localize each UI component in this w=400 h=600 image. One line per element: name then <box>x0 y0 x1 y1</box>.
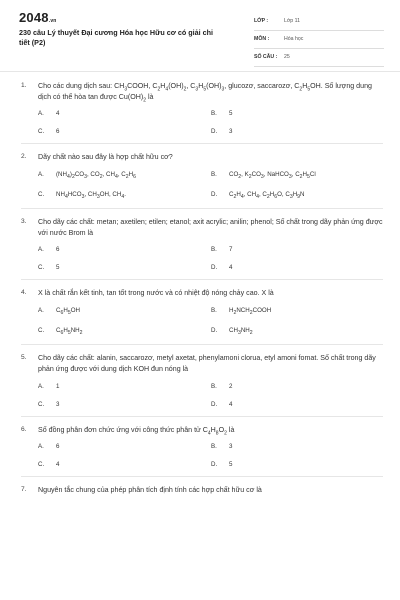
quiz-meta <box>254 15 384 69</box>
meta-value: Hóa học <box>284 36 304 42</box>
answer-option[interactable] <box>38 191 211 200</box>
option-letter: B. <box>211 246 217 254</box>
answer-options <box>38 443 383 468</box>
answer-options <box>38 246 383 271</box>
option-text: 6 <box>56 442 60 450</box>
option-letter: D. <box>211 264 218 272</box>
question-number: 2. <box>21 153 27 161</box>
answer-option[interactable] <box>211 246 384 253</box>
answer-option[interactable] <box>38 110 211 117</box>
answer-option[interactable] <box>211 191 384 200</box>
option-text: 4 <box>229 400 233 408</box>
question-text: Cho dãy các chất: metan; axetilen; etilen; etanol; axit acrylic; anilin; phenol; Số chất trong dãy phản ứng được với nước Brom là <box>38 218 383 238</box>
option-letter: C. <box>38 400 45 408</box>
option-text: 5 <box>229 110 233 118</box>
answer-options <box>38 171 383 200</box>
option-letter: D. <box>211 400 218 408</box>
answer-option[interactable] <box>211 264 384 271</box>
option-text: 5 <box>56 264 60 272</box>
option-letter: A. <box>38 246 44 254</box>
meta-label: SỐ CÂU : <box>254 54 278 60</box>
answer-option[interactable] <box>38 128 211 135</box>
question-item <box>21 350 383 416</box>
page-header <box>0 0 400 62</box>
option-text: 6 <box>56 246 60 254</box>
option-letter: C. <box>38 326 45 334</box>
answer-option[interactable] <box>211 383 384 390</box>
question-text: X là chất rắn kết tinh, tan tốt trong nước và có nhiệt độ nóng chảy cao. X là <box>38 289 274 298</box>
meta-label: LỚP : <box>254 18 269 24</box>
question-item <box>21 422 383 477</box>
option-letter: D. <box>211 190 218 198</box>
question-text: Cho dãy các chất: alanin, saccarozơ, metyl axetat, phenylamoni clorua, etyl amoni fomat. Số chất trong dãy phản ứng được với dung dịch KOH đun nóng là <box>38 354 376 374</box>
answer-option[interactable] <box>38 461 211 468</box>
answer-option[interactable] <box>38 171 211 180</box>
option-letter: D. <box>211 460 218 468</box>
question-list <box>0 78 400 509</box>
answer-options <box>38 307 383 336</box>
option-letter: C. <box>38 460 45 468</box>
option-letter: B. <box>211 306 217 314</box>
option-text: $C_2H_4$, $CH_4$, $C_2H_6O$, $C_3H_9N$ <box>229 190 305 201</box>
question-text: Cho các dung dịch sau: $CH_3COOH$, $C_2H_4(OH)_2$, $C_3H_5(OH)_3$, glucozơ, saccarozơ, $C_2H_5OH$. Số lượng dung dịch có thể hòa tan được $Cu(OH)_2$ là <box>38 82 372 104</box>
answer-option[interactable] <box>38 401 211 408</box>
answer-option[interactable] <box>211 461 384 468</box>
option-letter: B. <box>211 382 217 390</box>
option-text: 1 <box>56 382 60 390</box>
option-letter: C. <box>38 128 45 136</box>
answer-option[interactable] <box>211 443 384 450</box>
option-text: 4 <box>229 264 233 272</box>
option-text: $NH_4HCO_3$, $CH_3OH$, $CH_4$. <box>56 190 126 201</box>
option-text: $H_2NCH_2COOH$ <box>229 306 272 316</box>
option-text: 2 <box>229 382 233 390</box>
answer-option[interactable] <box>211 307 384 316</box>
option-letter: A. <box>38 442 44 450</box>
option-text: 4 <box>56 110 60 118</box>
question-number: 3. <box>21 218 27 226</box>
option-letter: B. <box>211 170 217 178</box>
answer-option[interactable] <box>38 443 211 450</box>
option-letter: B. <box>211 110 217 118</box>
question-number: 7. <box>21 485 27 493</box>
option-letter: A. <box>38 382 44 390</box>
answer-option[interactable] <box>211 171 384 180</box>
question-number: 1. <box>21 82 27 89</box>
option-text: $(NH_4)_2CO_3$, $CO_2$, $CH_4$, $C_2H_6$ <box>56 170 136 180</box>
answer-options <box>38 383 383 408</box>
option-text: $CO_2$, $K_2CO_3$, NaHCO$_3$, $C_2H_5Cl$ <box>229 170 316 180</box>
option-text: 7 <box>229 246 233 254</box>
option-letter: B. <box>211 442 217 450</box>
option-letter: A. <box>38 306 44 314</box>
answer-option[interactable] <box>211 327 384 336</box>
option-text: 5 <box>229 460 233 468</box>
site-logo[interactable] <box>19 10 57 25</box>
question-item <box>21 149 383 209</box>
meta-row-class <box>254 15 384 31</box>
logo-text: 2048 <box>19 10 49 25</box>
answer-option[interactable] <box>38 246 211 253</box>
answer-option[interactable] <box>211 128 384 135</box>
option-letter: C. <box>38 264 45 272</box>
option-text: $C_6H_5NH_2$ <box>56 326 83 337</box>
header-divider <box>0 71 400 72</box>
question-number: 4. <box>21 289 27 297</box>
page-title: 230 câu Lý thuyết Đại cương Hóa học Hữu cơ có giải chi tiết (P2) <box>19 28 213 47</box>
answer-option[interactable] <box>38 307 211 316</box>
question-number: 5. <box>21 354 27 362</box>
option-text: 4 <box>56 460 60 468</box>
meta-value: Lớp 11 <box>284 18 300 24</box>
question-text: Nguyên tắc chung của phép phân tích định tính các hợp chất hữu cơ là <box>38 485 262 494</box>
logo-suffix: .vn <box>48 18 57 24</box>
question-item <box>21 78 383 144</box>
answer-option[interactable] <box>211 110 384 117</box>
question-item <box>21 482 383 504</box>
option-text: $C_6H_5OH$ <box>56 306 80 316</box>
question-item <box>21 285 383 345</box>
question-text: Số đồng phân đơn chức ứng với công thức phân tử $C_4H_8O_2$ là <box>38 425 235 436</box>
answer-option[interactable] <box>38 327 211 336</box>
option-text: $CH_3NH_2$ <box>229 326 253 337</box>
option-letter: A. <box>38 170 44 178</box>
option-text: 3 <box>229 128 233 136</box>
question-text: Dãy chất nào sau đây là hợp chất hữu cơ? <box>38 153 173 162</box>
option-letter: D. <box>211 326 218 334</box>
meta-row-subject <box>254 33 384 49</box>
option-text: 3 <box>56 400 60 408</box>
question-number: 6. <box>21 425 27 433</box>
option-letter: D. <box>211 128 218 136</box>
meta-row-count <box>254 51 384 67</box>
option-text: 3 <box>229 442 233 450</box>
answer-options <box>38 110 383 135</box>
meta-value: 25 <box>284 54 290 60</box>
meta-label: MÔN : <box>254 36 270 42</box>
option-letter: A. <box>38 110 44 118</box>
answer-option[interactable] <box>211 401 384 408</box>
answer-option[interactable] <box>38 383 211 390</box>
option-text: 6 <box>56 128 60 136</box>
answer-option[interactable] <box>38 264 211 271</box>
question-item <box>21 214 383 280</box>
option-letter: C. <box>38 190 45 198</box>
